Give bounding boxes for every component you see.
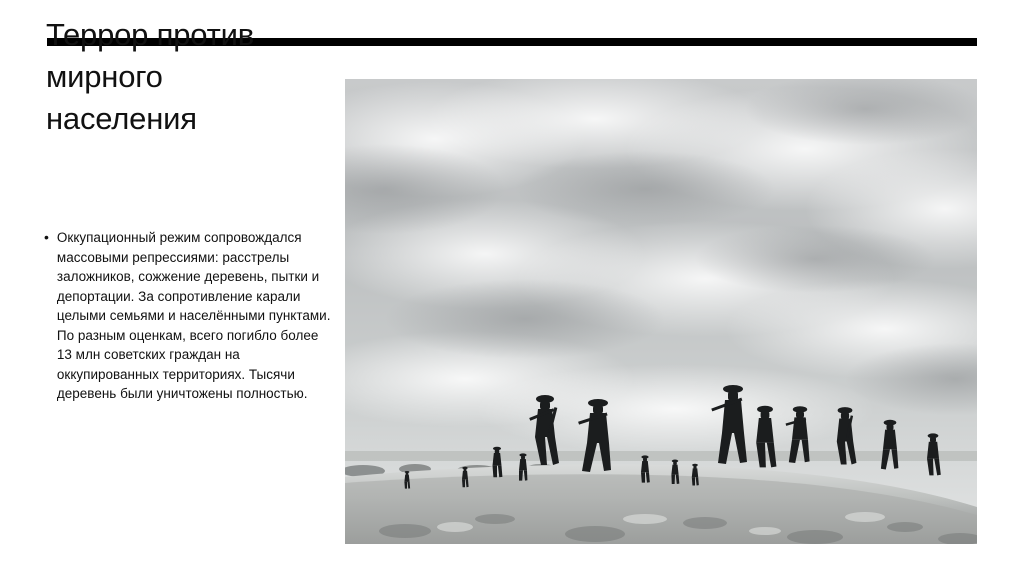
list-item: [44, 228, 334, 404]
bullet-list: [44, 228, 334, 404]
page-title: Террор против мирного населения: [46, 17, 254, 137]
soldiers-advancing-photo: [345, 79, 977, 544]
photo-artwork: [345, 79, 977, 544]
bullet-marker-icon: •: [44, 229, 49, 245]
bullet-text: Оккупационный режим сопровождался массовыми репрессиями: расстрелы заложников, сожжение деревень, пытки и депортации. За сопротивление карали целыми семьями и населёнными пунктами. По разным оценкам, всего погибло более 13 млн советских граждан на оккупированных территориях. Тысячи деревень были уничтожены полностью.: [56, 230, 331, 401]
